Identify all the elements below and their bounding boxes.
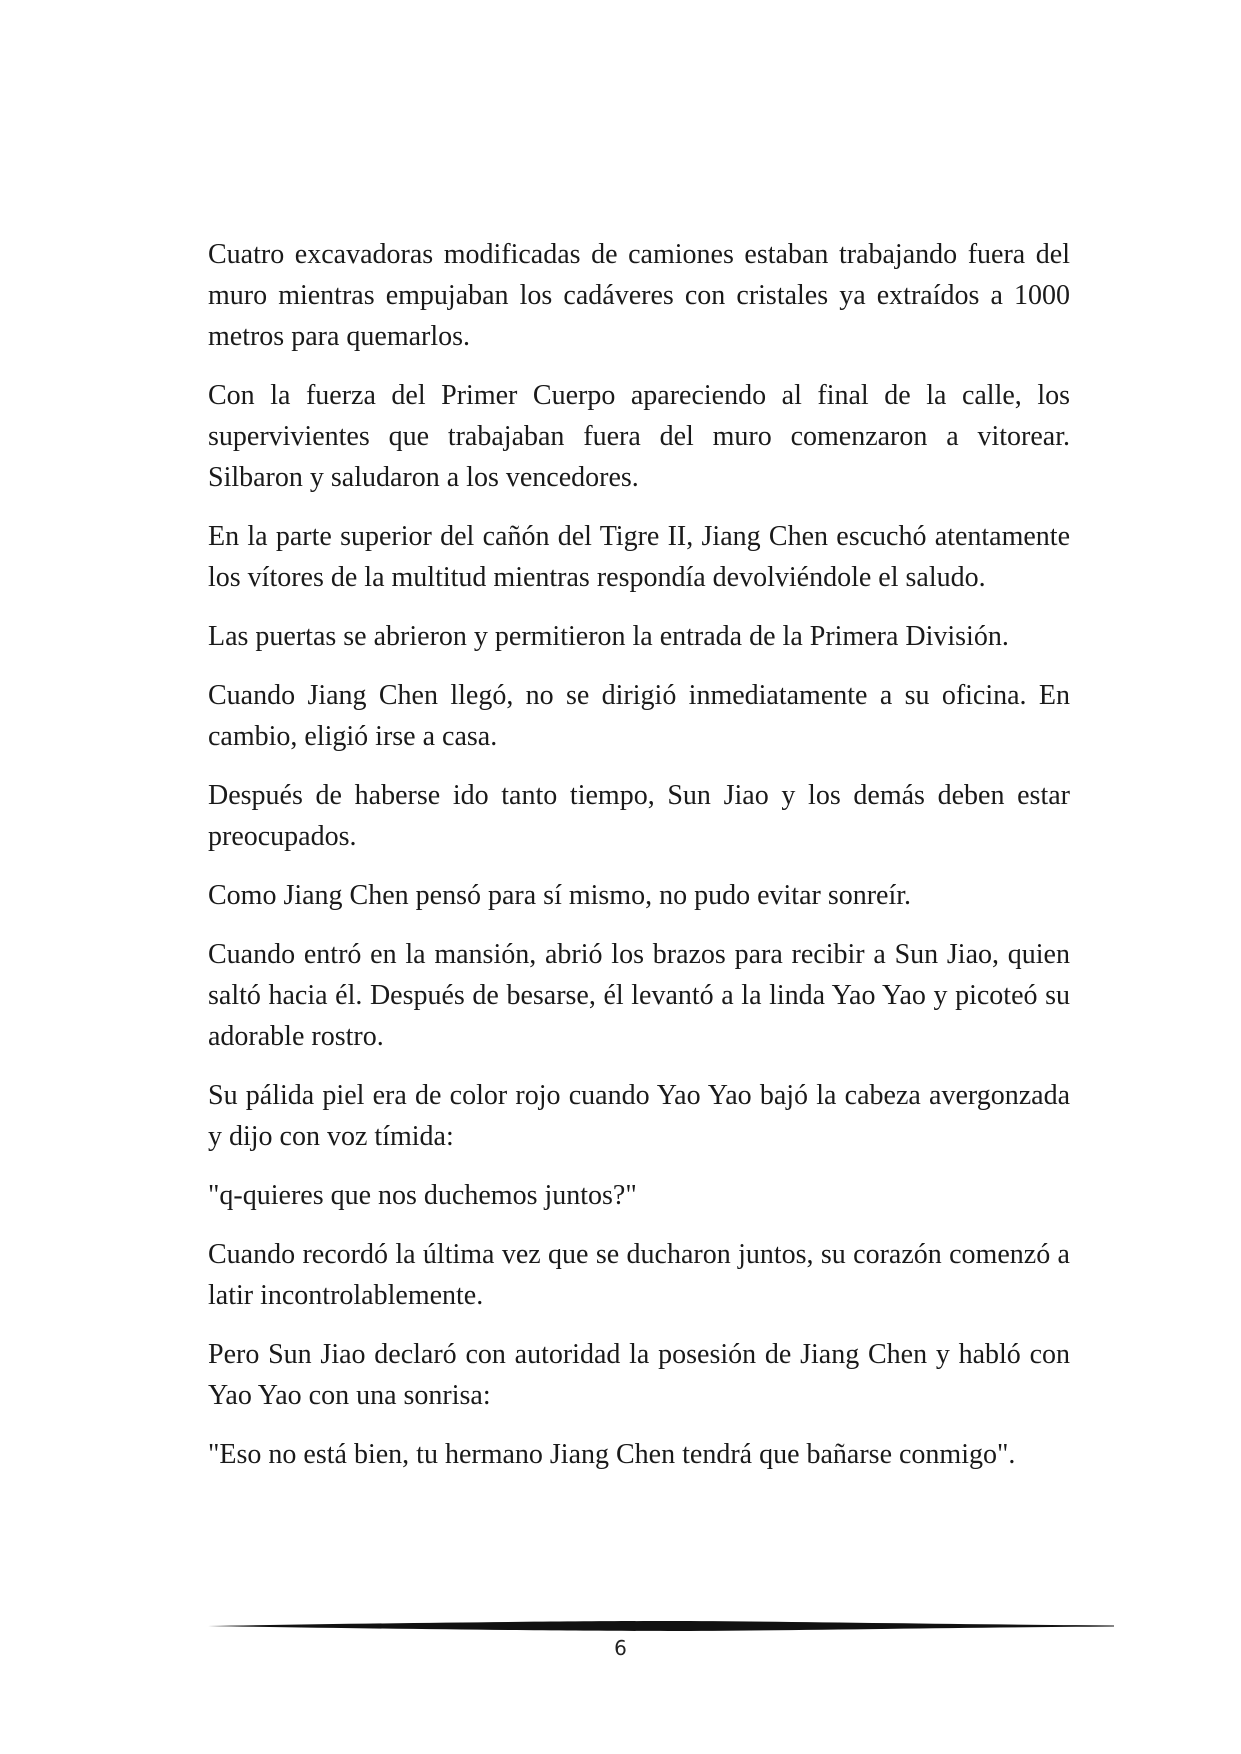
paragraph-6: Después de haberse ido tanto tiempo, Sun Jiao y los demás deben estar preocupados. bbox=[208, 780, 1070, 852]
paragraph-9: Su pálida piel era de color rojo cuando Yao Yao bajó la cabeza avergonzada y dijo con voz tímida: bbox=[208, 1080, 1070, 1152]
paragraph-13: "Eso no está bien, tu hermano Jiang Chen tendrá que bañarse conmigo". bbox=[208, 1439, 1016, 1470]
paragraph-12: Pero Sun Jiao declaró con autoridad la posesión de Jiang Chen y habló con Yao Yao con una sonrisa: bbox=[208, 1339, 1070, 1411]
body-text bbox=[208, 234, 1070, 1493]
paragraph-7: Como Jiang Chen pensó para sí mismo, no pudo evitar sonreír. bbox=[208, 880, 912, 911]
paragraph-2: Con la fuerza del Primer Cuerpo apareciendo al final de la calle, los supervivientes que trabajaban fuera del muro comenzaron a vitorear. Silbaron y saludaron a los vencedores. bbox=[208, 380, 1070, 493]
paragraph-8: Cuando entró en la mansión, abrió los brazos para recibir a Sun Jiao, quien saltó hacia él. Después de besarse, él levantó a la linda Yao Yao y picoteó su adorable rostro. bbox=[208, 939, 1070, 1052]
page-number: 6 bbox=[614, 1636, 627, 1660]
paragraph-11: Cuando recordó la última vez que se ducharon juntos, su corazón comenzó a latir incontrolablemente. bbox=[208, 1239, 1070, 1311]
paragraph-3: En la parte superior del cañón del Tigre II, Jiang Chen escuchó atentamente los vítores de la multitud mientras respondía devolviéndole el saludo. bbox=[208, 521, 1070, 593]
paragraph-10: "q-quieres que nos duchemos juntos?" bbox=[208, 1180, 637, 1211]
paragraph-1: Cuatro excavadoras modificadas de camiones estaban trabajando fuera del muro mientras empujaban los cadáveres con cristales ya extraídos a 1000 metros para quemarlos. bbox=[208, 239, 1070, 352]
paragraph-4: Las puertas se abrieron y permitieron la entrada de la Primera División. bbox=[208, 621, 1009, 652]
footer-divider bbox=[208, 1620, 1114, 1632]
paragraph-5: Cuando Jiang Chen llegó, no se dirigió inmediatamente a su oficina. En cambio, eligió irse a casa. bbox=[208, 680, 1070, 752]
